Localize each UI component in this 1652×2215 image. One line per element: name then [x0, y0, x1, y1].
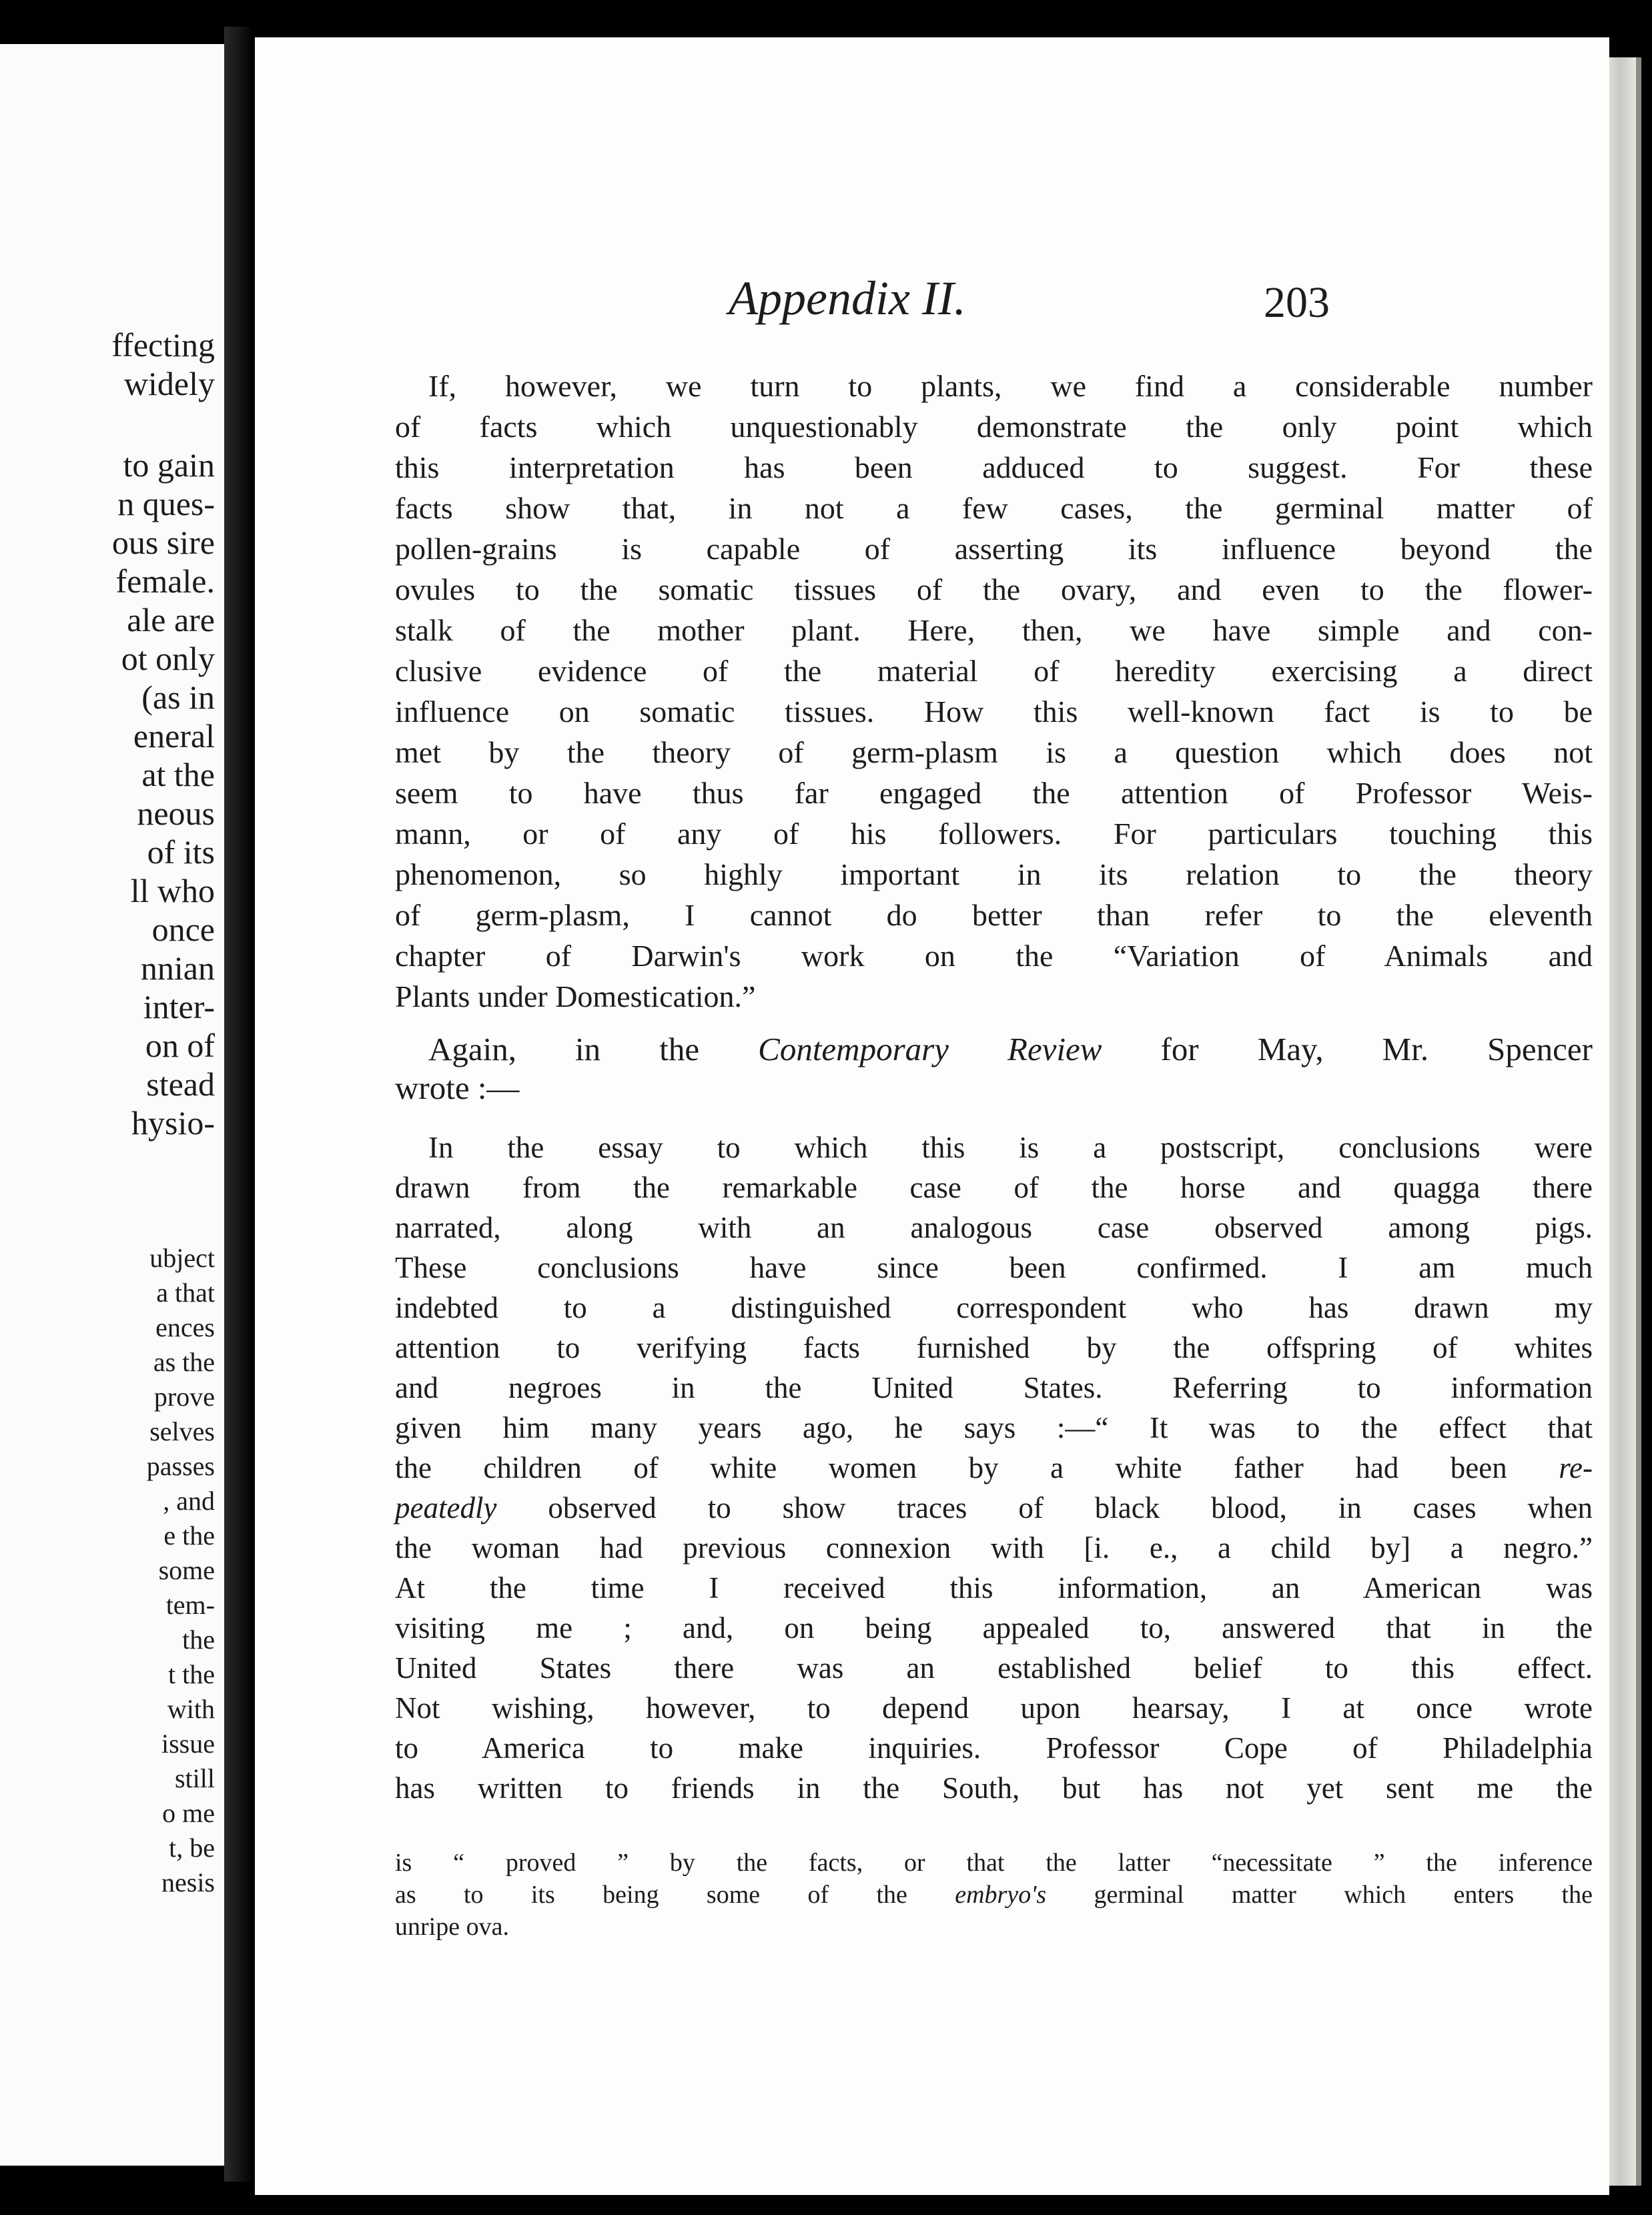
text-run: the children of white women by a white father had been	[395, 1451, 1559, 1484]
left-page-footnote-fragment: , and	[163, 1486, 215, 1516]
page-number: 203	[1264, 278, 1330, 327]
paragraph-line: phenomenon, so highly important in its relation to the theory	[395, 857, 1593, 891]
quote-line: Not wishing, however, to depend upon hearsay, I at once wrote	[395, 1691, 1593, 1725]
paragraph-line: chapter of Darwin's work on the “Variation of Animals and	[395, 939, 1593, 973]
left-page-footnote-fragment: e the	[163, 1520, 215, 1550]
left-page-fragment: ll who	[130, 872, 215, 909]
left-page-footnote-fragment: as the	[153, 1347, 215, 1377]
left-page-fragment: at the	[141, 756, 215, 793]
paragraph-line: stalk of the mother plant. Here, then, we have simple and con-	[395, 613, 1593, 647]
italic-text: peatedly	[395, 1491, 497, 1524]
left-page-fragment: neous	[137, 795, 215, 832]
paragraph-again-line-2: wrote :—	[395, 1069, 520, 1106]
left-page-fragment: stead	[146, 1065, 215, 1103]
quote-line: United States there was an established belief to this effect.	[395, 1651, 1593, 1685]
page-stack-edge	[1609, 57, 1636, 2186]
journal-title: Contemporary Review	[758, 1031, 1102, 1067]
page-edge-line	[1636, 57, 1641, 2186]
left-page-footnote-fragment: still	[174, 1763, 215, 1793]
footnote	[395, 1847, 1593, 1943]
left-page-footnote-fragment: ubject	[149, 1243, 215, 1273]
left-page-fragment: ffecting	[111, 326, 215, 364]
paragraph-line: seem to have thus far engaged the attention of Professor Weis-	[395, 776, 1593, 810]
italic-text: re-	[1559, 1451, 1593, 1484]
paragraph-line: pollen-grains is capable of asserting its influence beyond the	[395, 532, 1593, 566]
text-run: germinal matter which enters the	[1046, 1881, 1593, 1909]
quote-line: drawn from the remarkable case of the horse and quagga there	[395, 1171, 1593, 1204]
paragraph-line: of germ-plasm, I cannot do better than refer to the eleventh	[395, 898, 1593, 932]
running-head: Appendix II.	[729, 272, 966, 325]
paragraph-line: of facts which unquestionably demonstrate the only point which	[395, 410, 1593, 444]
left-page-footnote-fragment: selves	[149, 1416, 215, 1446]
paragraph-line: If, however, we turn to plants, we find a considerable number	[428, 369, 1593, 403]
left-page-footnote-fragment: ences	[155, 1312, 215, 1342]
paragraph-line: this interpretation has been adduced to suggest. For these	[395, 450, 1593, 484]
quote-line: given him many years ago, he says :—“ It was to the effect that	[395, 1411, 1593, 1444]
quote-line: indebted to a distinguished correspondent who has drawn my	[395, 1291, 1593, 1324]
text-run: Again, in the	[428, 1031, 759, 1067]
paragraph-line: mann, or of any of his followers. For particulars touching this	[395, 817, 1593, 851]
left-page-footnote-fragment: some	[158, 1555, 215, 1585]
quote-line: These conclusions have since been confirmed. I am much	[395, 1251, 1593, 1284]
paragraph-again-line-1	[395, 1030, 1593, 1069]
left-page-fragment: ale are	[127, 601, 215, 638]
footnote-line	[395, 1879, 1593, 1911]
page-header	[255, 271, 1609, 331]
footnote-line: is “ proved ” by the facts, or that the latter “necessitate ” the inference	[395, 1849, 1593, 1877]
left-page-fragment: n ques-	[117, 485, 215, 522]
quote-line: the woman had previous connexion with [i. e., a child by] a negro.”	[395, 1531, 1593, 1565]
paragraph-again	[395, 1030, 1593, 1108]
left-page-fragment: of its	[147, 833, 215, 871]
quote-line	[395, 1488, 1593, 1528]
left-page-footnote-fragment: t, be	[169, 1833, 215, 1863]
quote-line: In the essay to which this is a postscript, conclusions were	[428, 1131, 1593, 1164]
paragraph-line: facts show that, in not a few cases, the germinal matter of	[395, 491, 1593, 525]
paragraph-line: clusive evidence of the material of heredity exercising a direct	[395, 654, 1593, 688]
text-run: observed to show traces of black blood, in cases when	[496, 1491, 1593, 1524]
left-page-fragment: ot only	[121, 640, 215, 677]
left-page-footnote-fragment: passes	[146, 1451, 215, 1481]
quote-line: At the time I received this information, an American was	[395, 1571, 1593, 1605]
text-run: for May, Mr. Spencer	[1102, 1031, 1593, 1067]
quote-line: visiting me ; and, on being appealed to, answered that in the	[395, 1611, 1593, 1645]
left-page	[0, 44, 224, 2166]
left-page-fragment: ous sire	[111, 524, 215, 561]
left-page-footnote-fragment: issue	[161, 1729, 215, 1759]
left-page-fragment: to gain	[123, 446, 215, 484]
left-page-fragment: (as in	[141, 679, 215, 716]
left-page-fragment: nnian	[140, 949, 215, 987]
paragraph-line: Plants under Domestication.”	[395, 979, 756, 1013]
binding-shadow	[224, 27, 251, 2182]
italic-text: embryo's	[955, 1881, 1047, 1909]
text-run: as to its being some of the	[395, 1881, 955, 1909]
paragraph-line: met by the theory of germ-plasm is a question which does not	[395, 735, 1593, 769]
right-page	[255, 37, 1609, 2195]
left-page-footnote-fragment: with	[167, 1694, 215, 1724]
left-page-footnote-fragment: tem-	[165, 1590, 215, 1620]
left-page-footnote-fragment: t the	[168, 1659, 215, 1689]
quoted-passage	[395, 1128, 1593, 1808]
quote-line: to America to make inquiries. Professor Cope of Philadelphia	[395, 1731, 1593, 1765]
footnote-line: unripe ova.	[395, 1913, 509, 1941]
left-page-footnote-fragment: prove	[153, 1382, 215, 1412]
left-page-fragment: hysio-	[131, 1104, 215, 1142]
quote-line	[395, 1448, 1593, 1488]
paragraph-plants	[395, 366, 1593, 1017]
quote-line: has written to friends in the South, but has not yet sent me the	[395, 1771, 1593, 1805]
paragraph-line: influence on somatic tissues. How this well-known fact is to be	[395, 695, 1593, 729]
left-page-fragment: on of	[145, 1027, 215, 1064]
left-page-fragment: inter-	[143, 988, 215, 1025]
left-page-fragment: widely	[123, 365, 215, 402]
quote-line: attention to verifying facts furnished by the offspring of whites	[395, 1331, 1593, 1364]
left-page-footnote-fragment: a that	[156, 1278, 215, 1308]
left-page-fragment: eneral	[133, 717, 215, 755]
left-page-footnote-fragment: the	[182, 1625, 215, 1655]
left-page-footnote-fragment: o me	[162, 1798, 215, 1828]
quote-line: narrated, along with an analogous case observed among pigs.	[395, 1211, 1593, 1244]
left-page-fragment: female.	[115, 562, 215, 600]
quote-line: and negroes in the United States. Referring to information	[395, 1371, 1593, 1404]
left-page-fragment: once	[151, 911, 215, 948]
paragraph-line: ovules to the somatic tissues of the ovary, and even to the flower-	[395, 572, 1593, 606]
left-page-footnote-fragment: nesis	[161, 1867, 215, 1897]
